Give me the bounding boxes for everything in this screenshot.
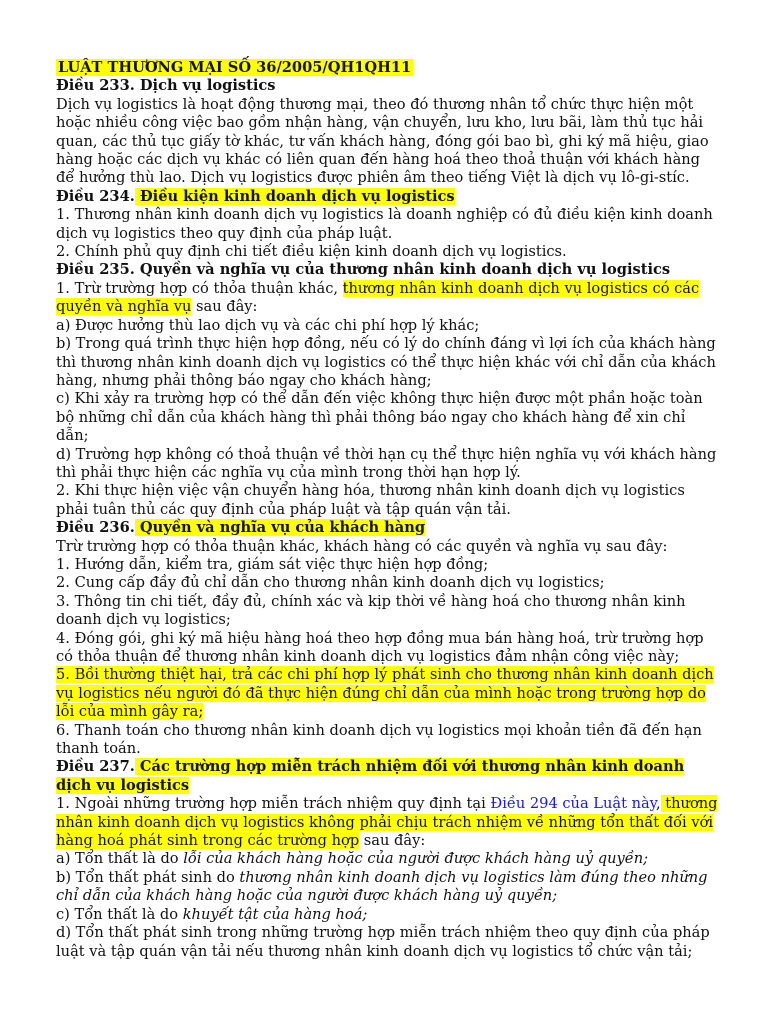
article-234-clause-1: 1. Thương nhân kinh doanh dịch vụ logistics là doanh nghiệp có đủ điều kiện kinh doanh dịch vụ logistics theo quy định của pháp luật.: [56, 206, 713, 242]
article-237-point-d: d) Tổn thất phát sinh trong những trường hợp miễn trách nhiệm theo quy định của pháp luật và tập quán vận tải nếu thương nhân kinh doanh dịch vụ logistics tổ chức vận tải;: [56, 924, 710, 960]
article-235-clause-2: 2. Khi thực hiện việc vận chuyển hàng hóa, thương nhân kinh doanh dịch vụ logistics phải tuân thủ các quy định của pháp luật và tập quán vận tải.: [56, 482, 685, 518]
article-235-clause-1-tail: sau đây:: [191, 298, 258, 316]
article-235-clause-1-highlight: thương nhân kinh doanh dịch vụ logistics có các quyền và nghĩa vụ: [56, 279, 700, 316]
article-237-point-a-italic: lỗi của khách hàng hoặc của người được khách hàng uỷ quyền;: [183, 850, 649, 868]
article-236-title: Quyền và nghĩa vụ của khách hàng: [134, 519, 426, 537]
document-title-text: LUẬT THƯƠNG MẠI SỐ 36/2005/QH1QH11: [58, 59, 412, 76]
article-235-point-a: a) Được hưởng thù lao dịch vụ và các chi phí hợp lý khác;: [56, 316, 480, 334]
article-235-point-d: d) Trường hợp không có thoả thuận về thời hạn cụ thể thực hiện nghĩa vụ với khách hàng thì phải thực hiện các nghĩa vụ của mình trong thời hạn hợp lý.: [56, 445, 717, 481]
article-235-point-c: c) Khi xảy ra trường hợp có thể dẫn đến việc không thực hiện được một phần hoặc toàn bộ những chỉ dẫn của khách hàng thì phải thông báo ngay cho khách hàng để xin chỉ dẫn;: [56, 390, 703, 445]
article-237-clause-1: [56, 795, 720, 850]
article-236-item-5: [56, 666, 720, 721]
document-page: [56, 59, 720, 961]
article-234-heading: [56, 188, 720, 206]
article-237-point-b-lead: b) Tổn thất phát sinh do: [56, 868, 240, 886]
article-236-item-3: 3. Thông tin chi tiết, đầy đủ, chính xác và kịp thời về hàng hoá cho thương nhân kinh doanh dịch vụ logistics;: [56, 592, 686, 629]
document-title: [56, 59, 720, 77]
article-237-clause-1-highlight: thương nhân kinh doanh dịch vụ logistics không phải chịu trách nhiệm về những tổn thất đối với hàng hoá phát sinh trong các trường hợp: [56, 795, 718, 850]
article-234-title: Điều kiện kinh doanh dịch vụ logistics: [134, 187, 455, 205]
article-236-intro: Trừ trường hợp có thỏa thuận khác, khách hàng có các quyền và nghĩa vụ sau đây:: [56, 537, 668, 555]
article-236-item-2: 2. Cung cấp đầy đủ chỉ dẫn cho thương nhân kinh doanh dịch vụ logistics;: [56, 574, 605, 592]
article-235-point-b: b) Trong quá trình thực hiện hợp đồng, nếu có lý do chính đáng vì lợi ích của khách hàng thì thương nhân kinh doanh dịch vụ logistics có thể thực hiện khác với chỉ dẫn của khách hàng, nhưng phải thông báo ngay cho khách hàng;: [56, 335, 716, 389]
article-236-item-4: 4. Đóng gói, ghi ký mã hiệu hàng hoá theo hợp đồng mua bán hàng hoá, trừ trường hợp có thỏa thuận để thương nhân kinh doanh dịch vụ logistics đảm nhận công việc này;: [56, 629, 704, 665]
article-233-heading: Điều 233. Dịch vụ logistics: [56, 77, 276, 95]
article-236-heading: [56, 519, 720, 537]
article-236-item-6: 6. Thanh toán cho thương nhân kinh doanh dịch vụ logistics mọi khoản tiền đã đến hạn thanh toán.: [56, 721, 702, 758]
article-236-item-5-text: 5. Bồi thường thiệt hại, trả các chi phí hợp lý phát sinh cho thương nhân kinh doanh dịch vụ logistics nếu người đó đã thực hiện đúng chỉ dẫn của mình hoặc trong trường hợp do lỗi của mình gây ra;: [56, 666, 714, 721]
article-237-point-a-lead: a) Tổn thất là do: [56, 850, 184, 868]
article-294-link[interactable]: Điều 294 của Luật này: [490, 795, 656, 813]
article-237-point-b-italic: thương nhân kinh doanh dịch vụ logistics làm đúng theo những chỉ dẫn của khách hàng hoặc của người được khách hàng uỷ quyền;: [56, 868, 708, 905]
article-237-point-b: [56, 869, 720, 906]
article-235-clause-1: [56, 280, 720, 317]
article-237-point-c-italic: khuyết tật của hàng hoá;: [182, 905, 368, 923]
article-233-body: Dịch vụ logistics là hoạt động thương mại, theo đó thương nhân tổ chức thực hiện một hoặc nhiều công việc bao gồm nhận hàng, vận chuyển, lưu kho, lưu bãi, làm thủ tục hải quan, các thủ tục giấy tờ khác, tư vấn khách hàng, đóng gói bao bì, ghi ký mã hiệu, giao hàng hoặc các dịch vụ khác có liên quan đến hàng hoá theo thoả thuận với khách hàng để hưởng thù lao. Dịch vụ logistics được phiên âm theo tiếng Việt là dịch vụ lô-gi-stíc.: [56, 95, 709, 187]
article-234-clause-2: 2. Chính phủ quy định chi tiết điều kiện kinh doanh dịch vụ logistics.: [56, 243, 567, 261]
article-236-number: Điều 236.: [56, 519, 135, 537]
article-237-point-a: [56, 850, 720, 868]
article-235-heading: Điều 235. Quyền và nghĩa vụ của thương nhân kinh doanh dịch vụ logistics: [56, 261, 671, 279]
article-236-item-1: 1. Hướng dẫn, kiểm tra, giám sát việc thực hiện hợp đồng;: [56, 555, 489, 573]
article-235-clause-1-lead: 1. Trừ trường hợp có thỏa thuận khác,: [56, 279, 343, 297]
article-237-point-c-lead: c) Tổn thất là do: [56, 905, 183, 923]
article-237-heading: [56, 758, 720, 795]
article-234-number: Điều 234.: [56, 187, 135, 205]
article-237-title: Các trường hợp miễn trách nhiệm đối với thương nhân kinh doanh dịch vụ logistics: [56, 758, 685, 794]
article-237-number: Điều 237.: [56, 758, 135, 776]
article-237-clause-1-lead: 1. Ngoài những trường hợp miễn trách nhiệm quy định tại: [56, 795, 491, 813]
article-237-point-c: [56, 906, 720, 924]
article-237-clause-1-comma: ,: [656, 795, 661, 813]
article-237-clause-1-tail: sau đây:: [359, 832, 426, 850]
